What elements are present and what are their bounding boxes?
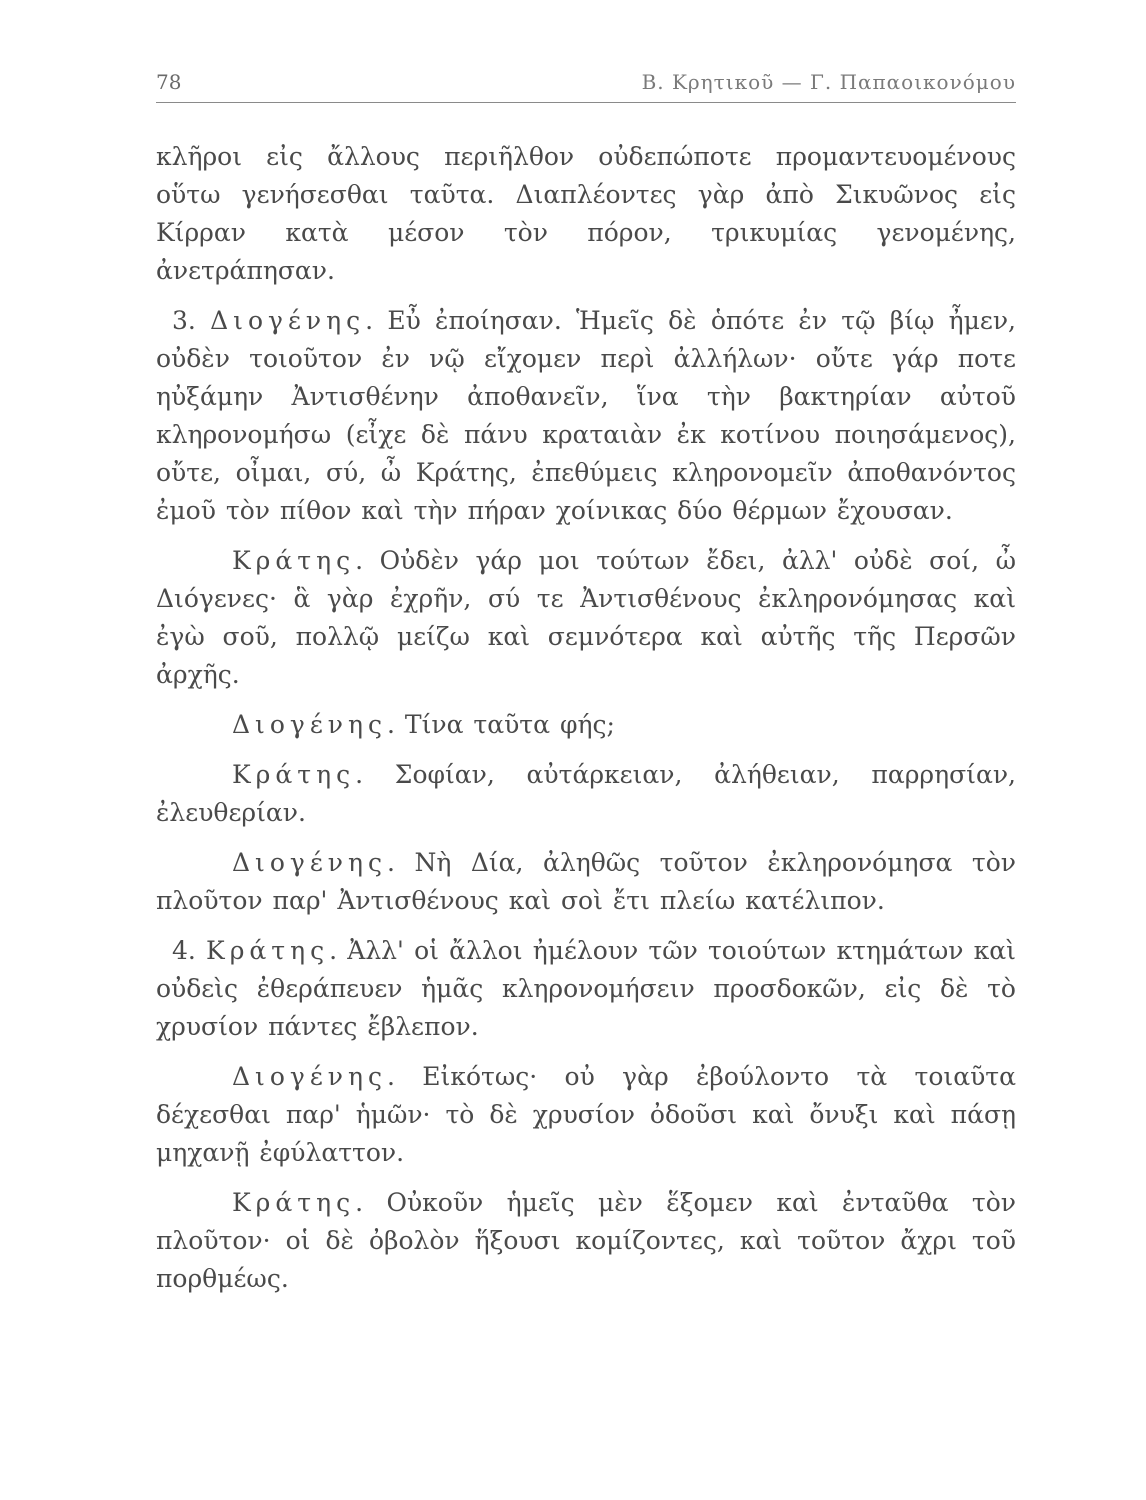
speaker-name: Διογένης .	[232, 1062, 395, 1091]
running-head: Β. Κρητικοῦ — Γ. Παπαοικονόμου	[641, 70, 1016, 94]
page-body	[156, 138, 1016, 1310]
speaker-name: Διογένης .	[232, 848, 395, 877]
speaker-name: Κράτης .	[232, 546, 363, 575]
paragraph	[156, 706, 1016, 744]
paragraph-text: Τίνα ταῦτα φής;	[404, 710, 615, 739]
speaker-name: Διογένης .	[232, 710, 395, 739]
paragraph	[156, 932, 1016, 1046]
paragraph-text: Νὴ Δία, ἀληθῶς τοῦτον ἐκληρονόμησα τὸν πλοῦτον παρ' Ἀντισθένους καὶ σοὶ ἔτι πλείω κατέλιπον.	[156, 848, 1016, 915]
paragraph-text: κλῆροι εἰς ἄλλους περιῆλθον οὐδεπώποτε προμαντευομένους οὕτω γενήσεσθαι ταῦτα. Διαπλέοντες γὰρ ἀπὸ Σικυῶνος εἰς Κίρραν κατὰ μέσον τὸν πόρον, τρικυμίας γενομένης, ἀνετράπησαν.	[156, 142, 1016, 285]
paragraph-text: Οὐδὲν γάρ μοι τούτων ἔδει, ἀλλ' οὐδὲ σοί, ὦ Διόγενες· ἃ γὰρ ἐχρῆν, σύ τε Ἀντισθένους ἐκληρονόμησας καὶ ἐγὼ σοῦ, πολλῷ μείζω καὶ σεμνότερα καὶ αὐτῆς τῆς Περσῶν ἀρχῆς.	[156, 546, 1016, 689]
speaker-name: Κράτης .	[232, 760, 363, 789]
speaker-name: Κράτης .	[206, 936, 337, 965]
paragraph	[156, 138, 1016, 290]
section-number: 3.	[172, 306, 211, 335]
section-number: 4.	[172, 936, 207, 965]
paragraph	[156, 844, 1016, 920]
paragraph-text: Ἀλλ' οἱ ἄλλοι ἠμέλουν τῶν τοιούτων κτημάτων καὶ οὐδεὶς ἐθεράπευεν ἡμᾶς κληρονομήσειν προσδοκῶν, εἰς δὲ τὸ χρυσίον πάντες ἔβλεπον.	[156, 936, 1016, 1041]
page-number: 78	[156, 70, 182, 94]
paragraph-text: Σοφίαν, αὐτάρκειαν, ἀλήθειαν, παρρησίαν, ἐλευθερίαν.	[156, 760, 1017, 827]
paragraph-text: Εἰκότως· οὐ γὰρ ἐβούλοντο τὰ τοιαῦτα δέχεσθαι παρ' ἡμῶν· τὸ δὲ χρυσίον ὀδοῦσι καὶ ὄνυξι καὶ πάσῃ μηχανῇ ἐφύλαττον.	[156, 1062, 1016, 1167]
paragraph	[156, 1184, 1016, 1298]
paragraph	[156, 1058, 1016, 1172]
speaker-name: Κράτης .	[232, 1188, 363, 1217]
paragraph-text: Οὐκοῦν ἡμεῖς μὲν ἕξομεν καὶ ἐνταῦθα τὸν πλοῦτον· οἱ δὲ ὀβολὸν ἥξουσι κομίζοντες, καὶ τοῦτον ἄχρι τοῦ πορθμέως.	[156, 1188, 1016, 1293]
speaker-name: Διογένης .	[210, 306, 373, 335]
paragraph	[156, 542, 1016, 694]
paragraph	[156, 756, 1016, 832]
page-header	[156, 70, 1016, 100]
paragraph	[156, 302, 1016, 530]
header-rule	[156, 102, 1016, 103]
paragraph-text: Εὖ ἐποίησαν. Ἡμεῖς δὲ ὁπότε ἐν τῷ βίῳ ἦμεν, οὐδὲν τοιοῦτον ἐν νῷ εἴχομεν περὶ ἀλλήλων· οὔτε γάρ ποτε ηὐξάμην Ἀντισθένην ἀποθανεῖν, ἵνα τὴν βακτηρίαν αὐτοῦ κληρονομήσω (εἶχε δὲ πάνυ κραταιὰν ἐκ κοτίνου ποιησάμενος), οὔτε, οἶμαι, σύ, ὦ Κράτης, ἐπεθύμεις κληρονομεῖν ἀποθανόντος ἐμοῦ τὸν πίθον καὶ τὴν πήραν χοίνικας δύο θέρμων ἔχουσαν.	[156, 306, 1016, 525]
